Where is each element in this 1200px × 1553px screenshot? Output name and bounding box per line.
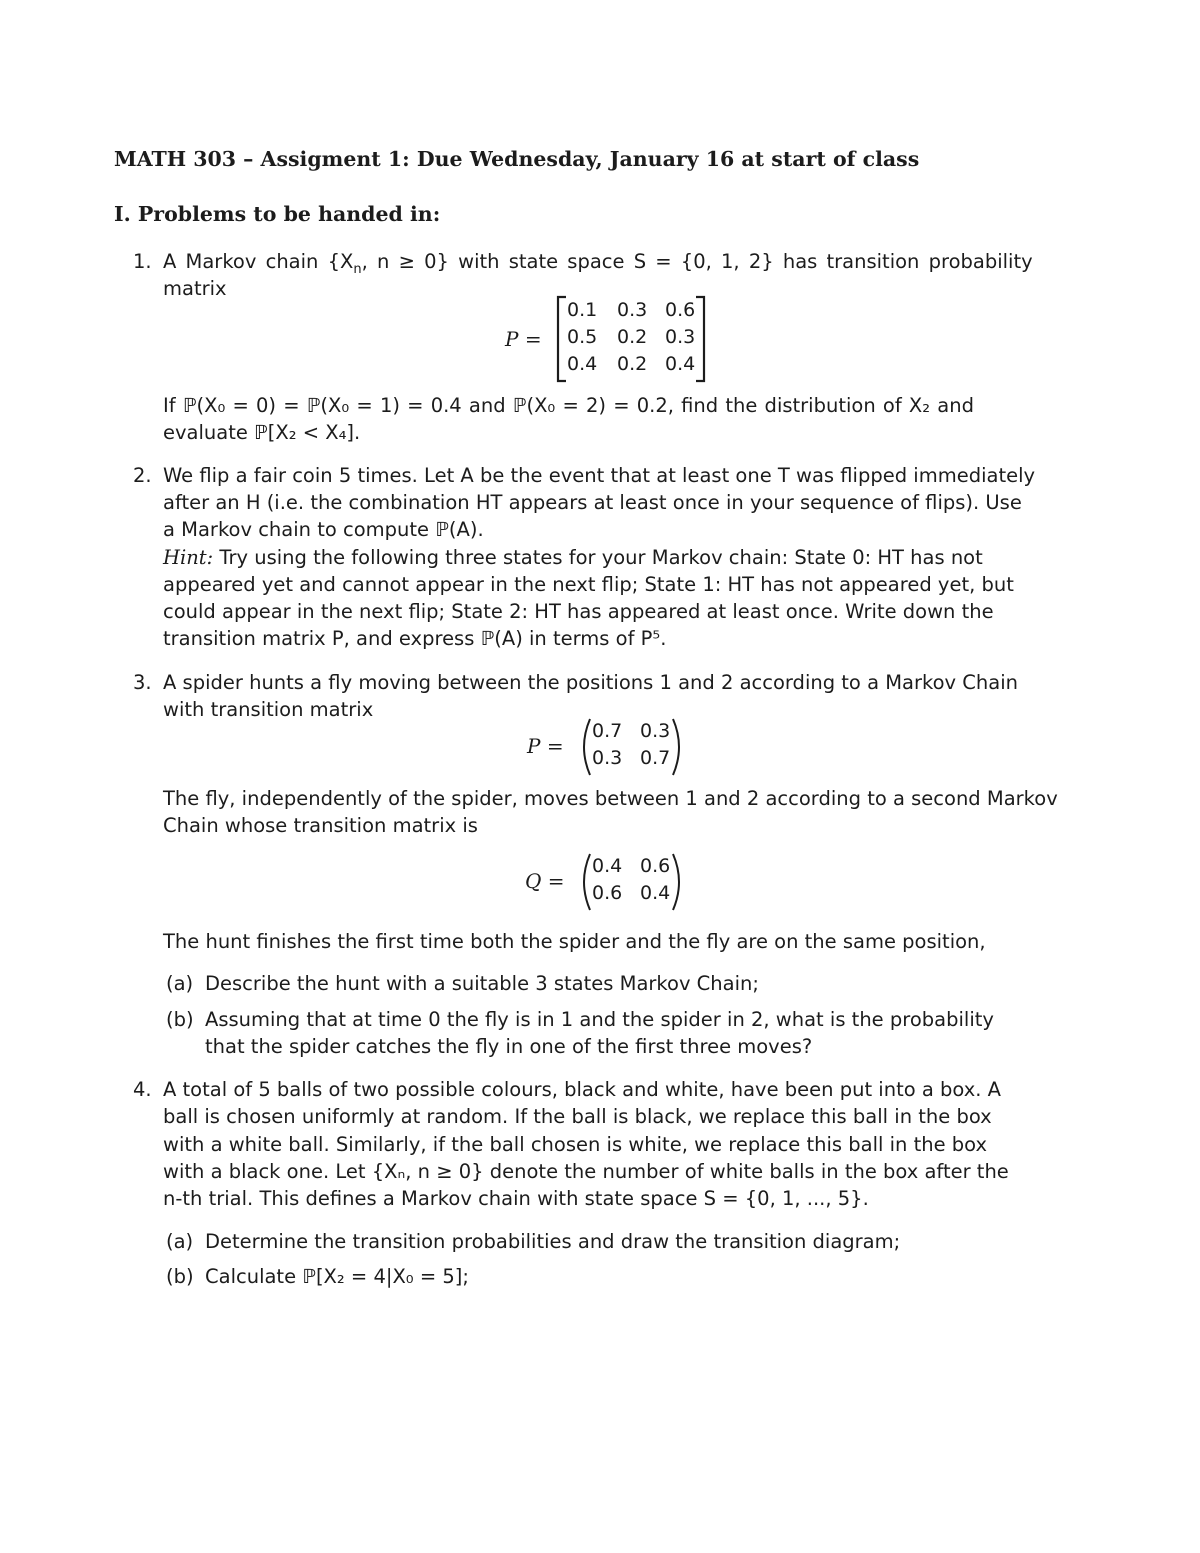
problem-4-line-4: with a black one. Let {Xₙ, n ≥ 0} denote the number of white balls in the box after the (163, 1160, 1009, 1183)
matrix-1-cell: 0.6 (665, 299, 696, 321)
problem-4-line-1: A total of 5 balls of two possible colours, black and white, have been put into a box. A (163, 1078, 1001, 1101)
problem-4-line-3: with a white ball. Similarly, if the ball chosen is white, we replace this ball in the box (163, 1133, 988, 1156)
matrix-q-cell: 0.6 (640, 855, 671, 877)
problem-2-number: 2. (133, 464, 152, 487)
problem-2-line-1: We flip a fair coin 5 times. Let A be the event that at least one T was flipped immediately (163, 464, 1036, 487)
matrix-q-label: Q = (525, 869, 565, 893)
matrix-1-cell: 0.3 (617, 299, 648, 321)
problem-4a-label: (a) (166, 1230, 194, 1253)
problem-3-line-1: A spider hunts a fly moving between the positions 1 and 2 according to a Markov Chain (163, 671, 1018, 694)
section-heading: I. Problems to be handed in: (114, 202, 441, 226)
problem-4a-text: Determine the transition probabilities and draw the transition diagram; (205, 1230, 901, 1253)
problem-1-line-4: evaluate ℙ[X₂ < X₄]. (163, 421, 361, 444)
problem-3-line-5: The hunt finishes the first time both the spider and the fly are on the same position, (163, 930, 986, 953)
assignment-title: MATH 303 – Assigment 1: Due Wednesday, January 16 at start of class (114, 147, 920, 171)
matrix-1-cell: 0.2 (617, 326, 648, 348)
problem-2-line-5: appeared yet and cannot appear in the next flip; State 1: HT has not appeared yet, but (163, 573, 1014, 596)
matrix-p-cell: 0.3 (592, 747, 623, 769)
problem-4-number: 4. (133, 1078, 152, 1101)
matrix-1-label: P = (505, 327, 542, 351)
problem-2-line-6: could appear in the next flip; State 2: HT has appeared at least once. Write down the (163, 600, 994, 623)
matrix-1-cell: 0.2 (617, 353, 648, 375)
hint-label: Hint: (163, 546, 214, 569)
problem-2-line-3: a Markov chain to compute ℙ(A). (163, 518, 484, 541)
problem-4b-label: (b) (166, 1265, 194, 1288)
matrix-q-cell: 0.6 (592, 882, 623, 904)
problem-2-line-7: transition matrix P, and express ℙ(A) in terms of P⁵. (163, 627, 667, 650)
problem-3-line-2: with transition matrix (163, 698, 374, 721)
problem-3-line-3: The fly, independently of the spider, moves between 1 and 2 according to a second Markov (163, 787, 1058, 810)
matrix-1-cell: 0.3 (665, 326, 696, 348)
matrix-q-cell: 0.4 (640, 882, 671, 904)
problem-1-number: 1. (133, 250, 152, 273)
problem-3b-label: (b) (166, 1008, 194, 1031)
problem-3a-label: (a) (166, 972, 194, 995)
problem-3b-line-1: Assuming that at time 0 the fly is in 1 and the spider in 2, what is the probability (205, 1008, 994, 1031)
matrix-p-label: P = (527, 734, 564, 758)
problem-4b-text: Calculate ℙ[X₂ = 4|X₀ = 5]; (205, 1265, 469, 1288)
matrix-q-cell: 0.4 (592, 855, 623, 877)
problem-2-line-2: after an H (i.e. the combination HT appears at least once in your sequence of flips). Use (163, 491, 1022, 514)
problem-3a-text: Describe the hunt with a suitable 3 states Markov Chain; (205, 972, 759, 995)
problem-1-line-1: A Markov chain {$X_n$, n ≥ 0} with state space S = {0, 1, 2} has transition probability (163, 250, 1033, 277)
matrix-p-cell: 0.3 (640, 720, 671, 742)
problem-4-line-2: ball is chosen uniformly at random. If the ball is black, we replace this ball in the box (163, 1105, 992, 1128)
problem-2-line-4: Hint: Try using the following three states for your Markov chain: State 0: HT has not (163, 546, 983, 569)
problem-3-number: 3. (133, 671, 152, 694)
matrix-1-cell: 0.4 (567, 353, 598, 375)
matrix-1-cell: 0.4 (665, 353, 696, 375)
problem-4-line-5: n-th trial. This defines a Markov chain with state space S = {0, 1, ..., 5}. (163, 1187, 869, 1210)
matrix-1-cell: 0.1 (567, 299, 598, 321)
matrix-p-cell: 0.7 (592, 720, 623, 742)
problem-3-line-4: Chain whose transition matrix is (163, 814, 478, 837)
problem-1-line-3: If ℙ(X₀ = 0) = ℙ(X₀ = 1) = 0.4 and ℙ(X₀ = 2) = 0.2, find the distribution of X₂ and (163, 394, 974, 417)
problem-3b-line-2: that the spider catches the fly in one of the first three moves? (205, 1035, 813, 1058)
matrix-1-cell: 0.5 (567, 326, 598, 348)
problem-1-line-2: matrix (163, 277, 227, 300)
matrix-p-cell: 0.7 (640, 747, 671, 769)
